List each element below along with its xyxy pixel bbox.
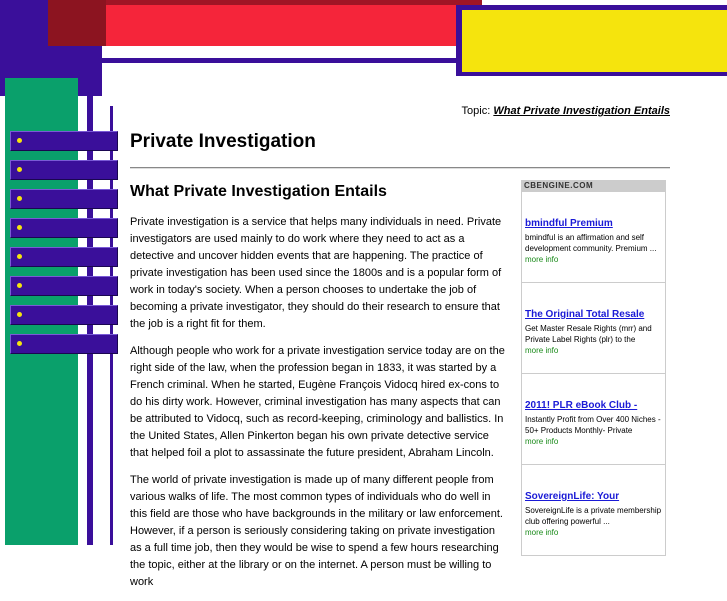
ad-more-info-link[interactable]: more info	[525, 255, 559, 264]
ad-unit	[521, 465, 666, 556]
header-block-red	[102, 0, 482, 46]
bullet-icon	[17, 138, 22, 143]
ad-title-link[interactable]: The Original Total Resale	[525, 309, 645, 320]
nav-button-4[interactable]	[10, 218, 118, 238]
nav-button-5[interactable]	[10, 247, 118, 267]
ads-sidebar	[521, 180, 666, 560]
header-strip-dark-red	[102, 0, 482, 5]
header-block-maroon	[48, 0, 106, 46]
ad-title-link[interactable]: bmindful Premium	[525, 218, 613, 229]
nav-button-7[interactable]	[10, 305, 118, 325]
ad-unit	[521, 192, 666, 283]
title-divider	[130, 167, 670, 169]
article-paragraph: The world of private investigation is made up of many different people from various walks of life. The most common types of individuals who do well in this field are those who have backgrounds in the military or law enforcement. However, if a person is seriously considering taking on private investigation as a full time job, then they would be wise to spend a few hours researching the topic, either at the library or on the internet. A person must be willing to work	[130, 474, 503, 588]
ad-more-info-link[interactable]: more info	[525, 528, 559, 537]
ad-unit	[521, 374, 666, 465]
topic-label: Topic:	[461, 105, 491, 117]
ad-description-text: SovereignLife is a private membership club offering powerful ...	[525, 506, 662, 526]
article	[130, 183, 507, 601]
ad-description	[525, 505, 663, 538]
bullet-icon	[17, 283, 22, 288]
bullet-icon	[17, 254, 22, 259]
nav-button-1[interactable]	[10, 131, 118, 151]
nav-button-6[interactable]	[10, 276, 118, 296]
ad-more-info-link[interactable]: more info	[525, 346, 559, 355]
article-title: What Private Investigation Entails	[130, 183, 387, 200]
ad-unit	[521, 283, 666, 374]
left-nav	[10, 131, 118, 363]
bullet-icon	[17, 196, 22, 201]
header-block-yellow	[462, 10, 727, 72]
ad-description-text: bmindful is an affirmation and self development community. Premium ...	[525, 233, 657, 253]
ad-more-info-link[interactable]: more info	[525, 437, 559, 446]
bullet-icon	[17, 225, 22, 230]
ad-title-link[interactable]: SovereignLife: Your	[525, 491, 620, 502]
article-paragraph: Although people who work for a private investigation service today are on the right side of the law, when the profession began in 1833, it was started by a French criminal. When he started, Eugène François Vidocq hired ex-cons to do his dirty work. However, criminal investigation has many aspects that can be attributed to Vidocq, such as record-keeping, criminology and ballistics. In the United States, Allen Pinkerton began his own private detective service that helped foil a plot to assassinate the future president, Abraham Lincoln.	[130, 345, 505, 459]
ad-title-link[interactable]: 2011! PLR eBook Club -	[525, 400, 638, 411]
ads-header: CBENGINE.COM	[521, 180, 666, 192]
article-paragraph: Private investigation is a service that helps many individuals in need. Private investigators are used mainly to do work where they need to act as a detective and uncover hidden events that are happening. The practice of private investigation has been used since the 1800s and is a popular form of work in today's society. When a person chooses to undertake the job of becoming a private investigator, they should do their research to ensure that the job is a right fit for them.	[130, 216, 502, 330]
ad-description-text: Instantly Profit from Over 400 Niches - 50+ Products Monthly- Private	[525, 415, 661, 435]
bullet-icon	[17, 341, 22, 346]
bullet-icon	[17, 167, 22, 172]
topic-link[interactable]: What Private Investigation Entails	[493, 105, 670, 117]
nav-button-3[interactable]	[10, 189, 118, 209]
page-title: Private Investigation	[130, 131, 316, 152]
bullet-icon	[17, 312, 22, 317]
ad-description-text: Get Master Resale Rights (mrr) and Private Label Rights (plr) to the	[525, 324, 652, 344]
nav-button-8[interactable]	[10, 334, 118, 354]
ad-description	[525, 323, 663, 356]
ad-description	[525, 232, 663, 265]
ad-description	[525, 414, 663, 447]
topic-line	[462, 105, 670, 117]
nav-button-2[interactable]	[10, 160, 118, 180]
